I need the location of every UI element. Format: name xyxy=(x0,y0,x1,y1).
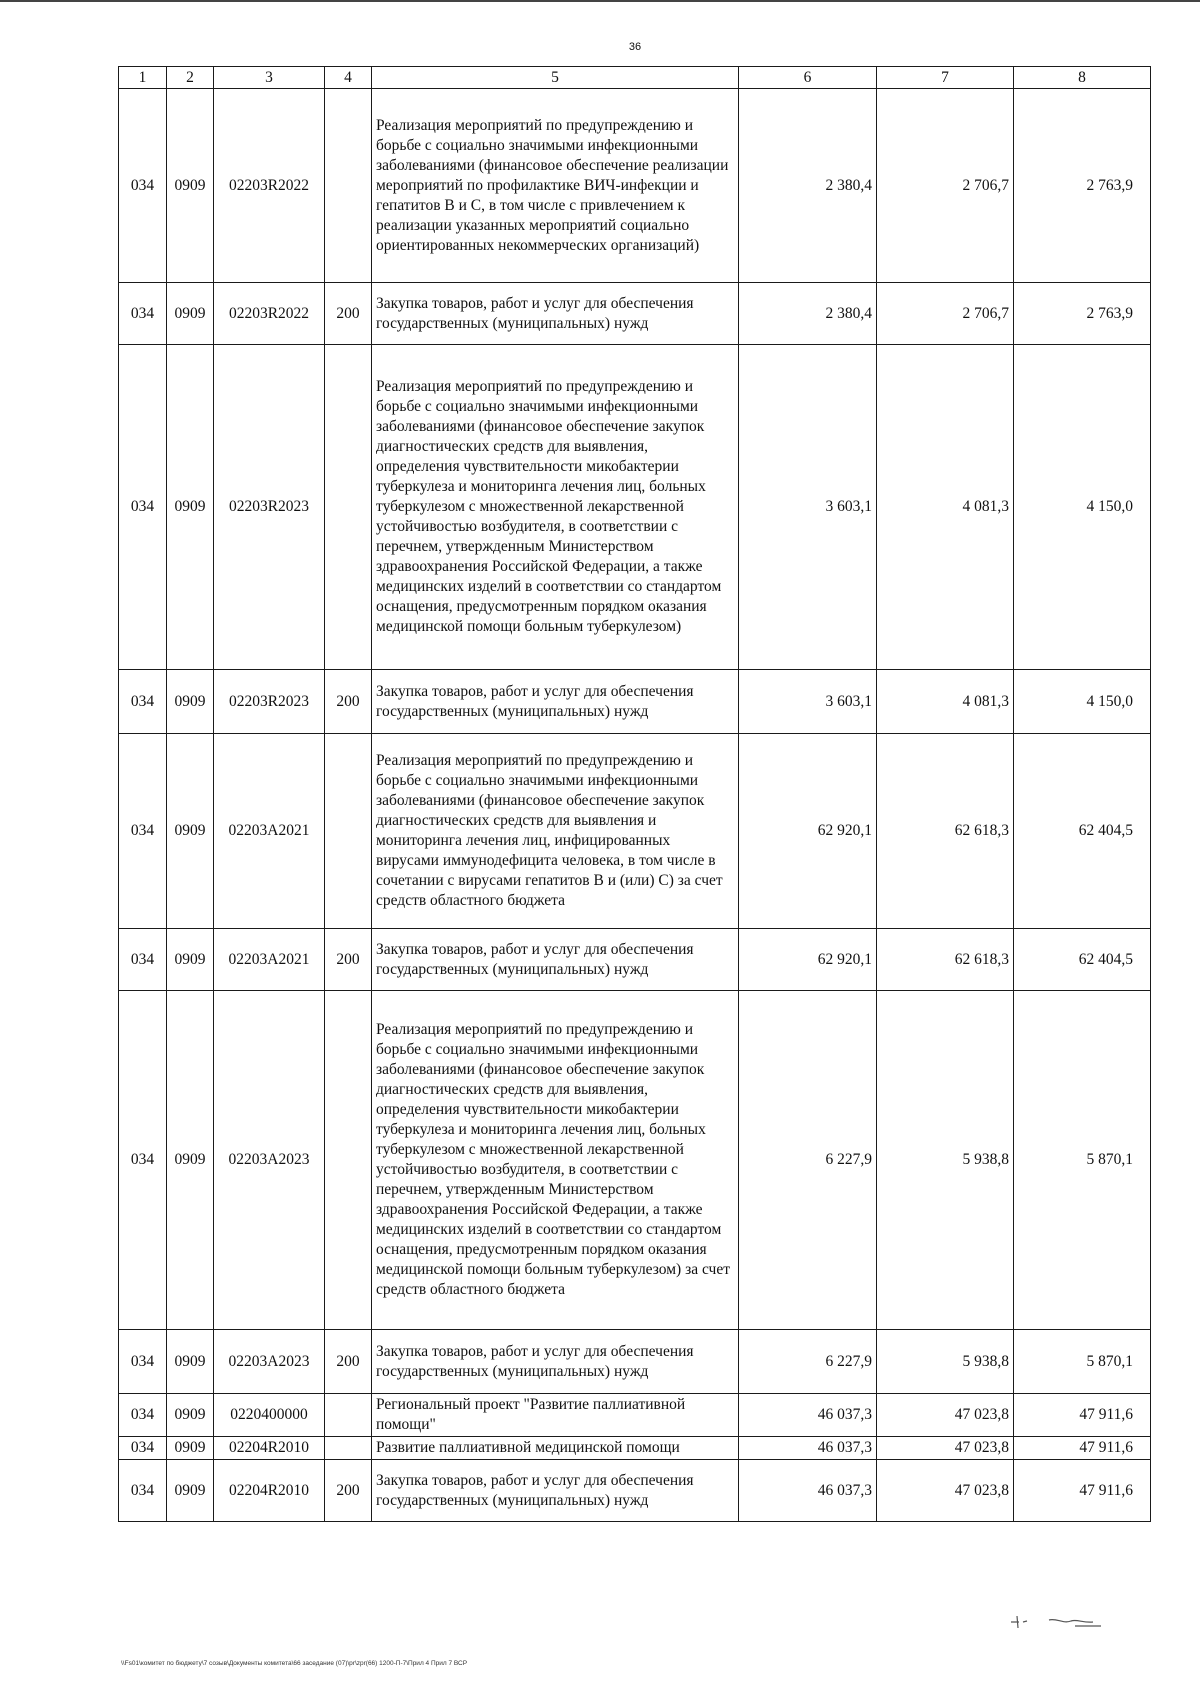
name-cell: Реализация мероприятий по предупреждению и борьбе с социально значимыми инфекционными заболеваниями (финансовое обеспечение закупок диагностических средств для выявления, определения чувствительности микобактерии туберкулеза и мониторинга лечения лиц, больных туберкулезом с множественной лекарственной устойчивостью возбудителя, в соответствии с перечнем, утвержденным Министерством здравоохранения Российской Федерации, а также медицинских изделий в соответствии со стандартом оснащения, предусмотренным порядком оказания медицинской помощи больным туберкулезом) за счет средств областного бюджета xyxy=(372,991,739,1330)
expense-type-cell xyxy=(325,89,372,283)
column-number: 7 xyxy=(877,67,1014,89)
grbs-cell: 034 xyxy=(119,1330,167,1394)
section-cell: 0909 xyxy=(167,345,214,670)
target-article-cell: 02203A2021 xyxy=(214,734,325,929)
section-cell: 0909 xyxy=(167,283,214,345)
column-number: 6 xyxy=(739,67,877,89)
amount-year3-cell: 47 911,6 xyxy=(1014,1460,1151,1522)
amount-year2-cell: 47 023,8 xyxy=(877,1394,1014,1437)
target-article-cell: 02203A2023 xyxy=(214,1330,325,1394)
amount-year1-cell: 3 603,1 xyxy=(739,345,877,670)
amount-year2-cell: 2 706,7 xyxy=(877,283,1014,345)
amount-year2-cell: 47 023,8 xyxy=(877,1460,1014,1522)
expense-type-cell: 200 xyxy=(325,929,372,991)
grbs-cell: 034 xyxy=(119,1460,167,1522)
section-cell: 0909 xyxy=(167,1437,214,1460)
column-number: 1 xyxy=(119,67,167,89)
target-article-cell: 02203A2023 xyxy=(214,991,325,1330)
column-number: 2 xyxy=(167,67,214,89)
amount-year3-cell: 47 911,6 xyxy=(1014,1394,1151,1437)
grbs-cell: 034 xyxy=(119,345,167,670)
amount-year3-cell: 47 911,6 xyxy=(1014,1437,1151,1460)
table-row xyxy=(119,345,1151,670)
expense-type-cell: 200 xyxy=(325,283,372,345)
table-row xyxy=(119,1460,1151,1522)
expense-type-cell: 200 xyxy=(325,670,372,734)
amount-year2-cell: 62 618,3 xyxy=(877,734,1014,929)
table-row xyxy=(119,89,1151,283)
amount-year3-cell: 5 870,1 xyxy=(1014,991,1151,1330)
amount-year1-cell: 3 603,1 xyxy=(739,670,877,734)
expense-type-cell xyxy=(325,1394,372,1437)
amount-year3-cell: 2 763,9 xyxy=(1014,89,1151,283)
expense-type-cell xyxy=(325,734,372,929)
name-cell: Региональный проект "Развитие паллиативной помощи" xyxy=(372,1394,739,1437)
table-row xyxy=(119,670,1151,734)
table-row xyxy=(119,734,1151,929)
grbs-cell: 034 xyxy=(119,734,167,929)
table-row xyxy=(119,929,1151,991)
expense-type-cell: 200 xyxy=(325,1460,372,1522)
target-article-cell: 02203A2021 xyxy=(214,929,325,991)
page-top-edge xyxy=(0,0,1200,2)
budget-table xyxy=(118,66,1151,1522)
target-article-cell: 02203R2023 xyxy=(214,345,325,670)
target-article-cell: 02203R2022 xyxy=(214,89,325,283)
column-number: 8 xyxy=(1014,67,1151,89)
amount-year1-cell: 62 920,1 xyxy=(739,734,877,929)
grbs-cell: 034 xyxy=(119,991,167,1330)
name-cell: Закупка товаров, работ и услуг для обеспечения государственных (муниципальных) нужд xyxy=(372,670,739,734)
column-number: 5 xyxy=(372,67,739,89)
amount-year3-cell: 62 404,5 xyxy=(1014,734,1151,929)
name-cell: Реализация мероприятий по предупреждению и борьбе с социально значимыми инфекционными заболеваниями (финансовое обеспечение закупок диагностических средств для выявления и мониторинга лечения лиц, инфицированных вирусами иммунодефицита человека, в том числе в сочетании с вирусами гепатитов В и (или) С) за счет средств областного бюджета xyxy=(372,734,739,929)
amount-year1-cell: 6 227,9 xyxy=(739,1330,877,1394)
grbs-cell: 034 xyxy=(119,1437,167,1460)
amount-year1-cell: 6 227,9 xyxy=(739,991,877,1330)
name-cell: Закупка товаров, работ и услуг для обеспечения государственных (муниципальных) нужд xyxy=(372,929,739,991)
amount-year3-cell: 62 404,5 xyxy=(1014,929,1151,991)
column-number: 4 xyxy=(325,67,372,89)
amount-year3-cell: 2 763,9 xyxy=(1014,283,1151,345)
amount-year2-cell: 4 081,3 xyxy=(877,345,1014,670)
amount-year1-cell: 46 037,3 xyxy=(739,1394,877,1437)
section-cell: 0909 xyxy=(167,670,214,734)
amount-year3-cell: 4 150,0 xyxy=(1014,670,1151,734)
expense-type-cell xyxy=(325,991,372,1330)
table-row xyxy=(119,283,1151,345)
name-cell: Закупка товаров, работ и услуг для обеспечения государственных (муниципальных) нужд xyxy=(372,283,739,345)
table-row xyxy=(119,1437,1151,1460)
column-number: 3 xyxy=(214,67,325,89)
expense-type-cell xyxy=(325,345,372,670)
target-article-cell: 0220400000 xyxy=(214,1394,325,1437)
name-cell: Закупка товаров, работ и услуг для обеспечения государственных (муниципальных) нужд xyxy=(372,1460,739,1522)
amount-year1-cell: 46 037,3 xyxy=(739,1460,877,1522)
target-article-cell: 02203R2022 xyxy=(214,283,325,345)
expense-type-cell xyxy=(325,1437,372,1460)
amount-year2-cell: 4 081,3 xyxy=(877,670,1014,734)
table-row xyxy=(119,1330,1151,1394)
name-cell: Развитие паллиативной медицинской помощи xyxy=(372,1437,739,1460)
amount-year1-cell: 46 037,3 xyxy=(739,1437,877,1460)
file-path-footer: \\Fs01\комитет по бюджету\7 созыв\Документы комитета\66 заседание (07)\pr\zpr(66) 1200-П-7\Прил 4 Прил 7 ВСР xyxy=(121,1660,468,1667)
grbs-cell: 034 xyxy=(119,89,167,283)
name-cell: Реализация мероприятий по предупреждению и борьбе с социально значимыми инфекционными заболеваниями (финансовое обеспечение реализации мероприятий по профилактике ВИЧ-инфекции и гепатитов В и С, в том числе с привлечением к реализации указанных мероприятий социально ориентированных некоммерческих организаций) xyxy=(372,89,739,283)
target-article-cell: 02204R2010 xyxy=(214,1437,325,1460)
grbs-cell: 034 xyxy=(119,1394,167,1437)
expense-type-cell: 200 xyxy=(325,1330,372,1394)
section-cell: 0909 xyxy=(167,991,214,1330)
amount-year1-cell: 62 920,1 xyxy=(739,929,877,991)
name-cell: Реализация мероприятий по предупреждению и борьбе с социально значимыми инфекционными заболеваниями (финансовое обеспечение закупок диагностических средств для выявления, определения чувствительности микобактерии туберкулеза и мониторинга лечения лиц, больных туберкулезом с множественной лекарственной устойчивостью возбудителя, в соответствии с перечнем, утвержденным Министерством здравоохранения Российской Федерации, а также медицинских изделий в соответствии со стандартом оснащения, предусмотренным порядком оказания медицинской помощи больным туберкулезом) xyxy=(372,345,739,670)
section-cell: 0909 xyxy=(167,929,214,991)
amount-year1-cell: 2 380,4 xyxy=(739,89,877,283)
section-cell: 0909 xyxy=(167,89,214,283)
target-article-cell: 02204R2010 xyxy=(214,1460,325,1522)
column-number-row xyxy=(119,67,1151,89)
name-cell: Закупка товаров, работ и услуг для обеспечения государственных (муниципальных) нужд xyxy=(372,1330,739,1394)
grbs-cell: 034 xyxy=(119,670,167,734)
grbs-cell: 034 xyxy=(119,929,167,991)
page-number: 36 xyxy=(628,41,642,53)
table-row xyxy=(119,991,1151,1330)
section-cell: 0909 xyxy=(167,1330,214,1394)
section-cell: 0909 xyxy=(167,1394,214,1437)
amount-year3-cell: 4 150,0 xyxy=(1014,345,1151,670)
amount-year2-cell: 47 023,8 xyxy=(877,1437,1014,1460)
grbs-cell: 034 xyxy=(119,283,167,345)
amount-year1-cell: 2 380,4 xyxy=(739,283,877,345)
amount-year2-cell: 62 618,3 xyxy=(877,929,1014,991)
section-cell: 0909 xyxy=(167,734,214,929)
amount-year2-cell: 2 706,7 xyxy=(877,89,1014,283)
table-row xyxy=(119,1394,1151,1437)
amount-year2-cell: 5 938,8 xyxy=(877,1330,1014,1394)
target-article-cell: 02203R2023 xyxy=(214,670,325,734)
section-cell: 0909 xyxy=(167,1460,214,1522)
initials-mark xyxy=(1005,1608,1125,1632)
amount-year2-cell: 5 938,8 xyxy=(877,991,1014,1330)
amount-year3-cell: 5 870,1 xyxy=(1014,1330,1151,1394)
